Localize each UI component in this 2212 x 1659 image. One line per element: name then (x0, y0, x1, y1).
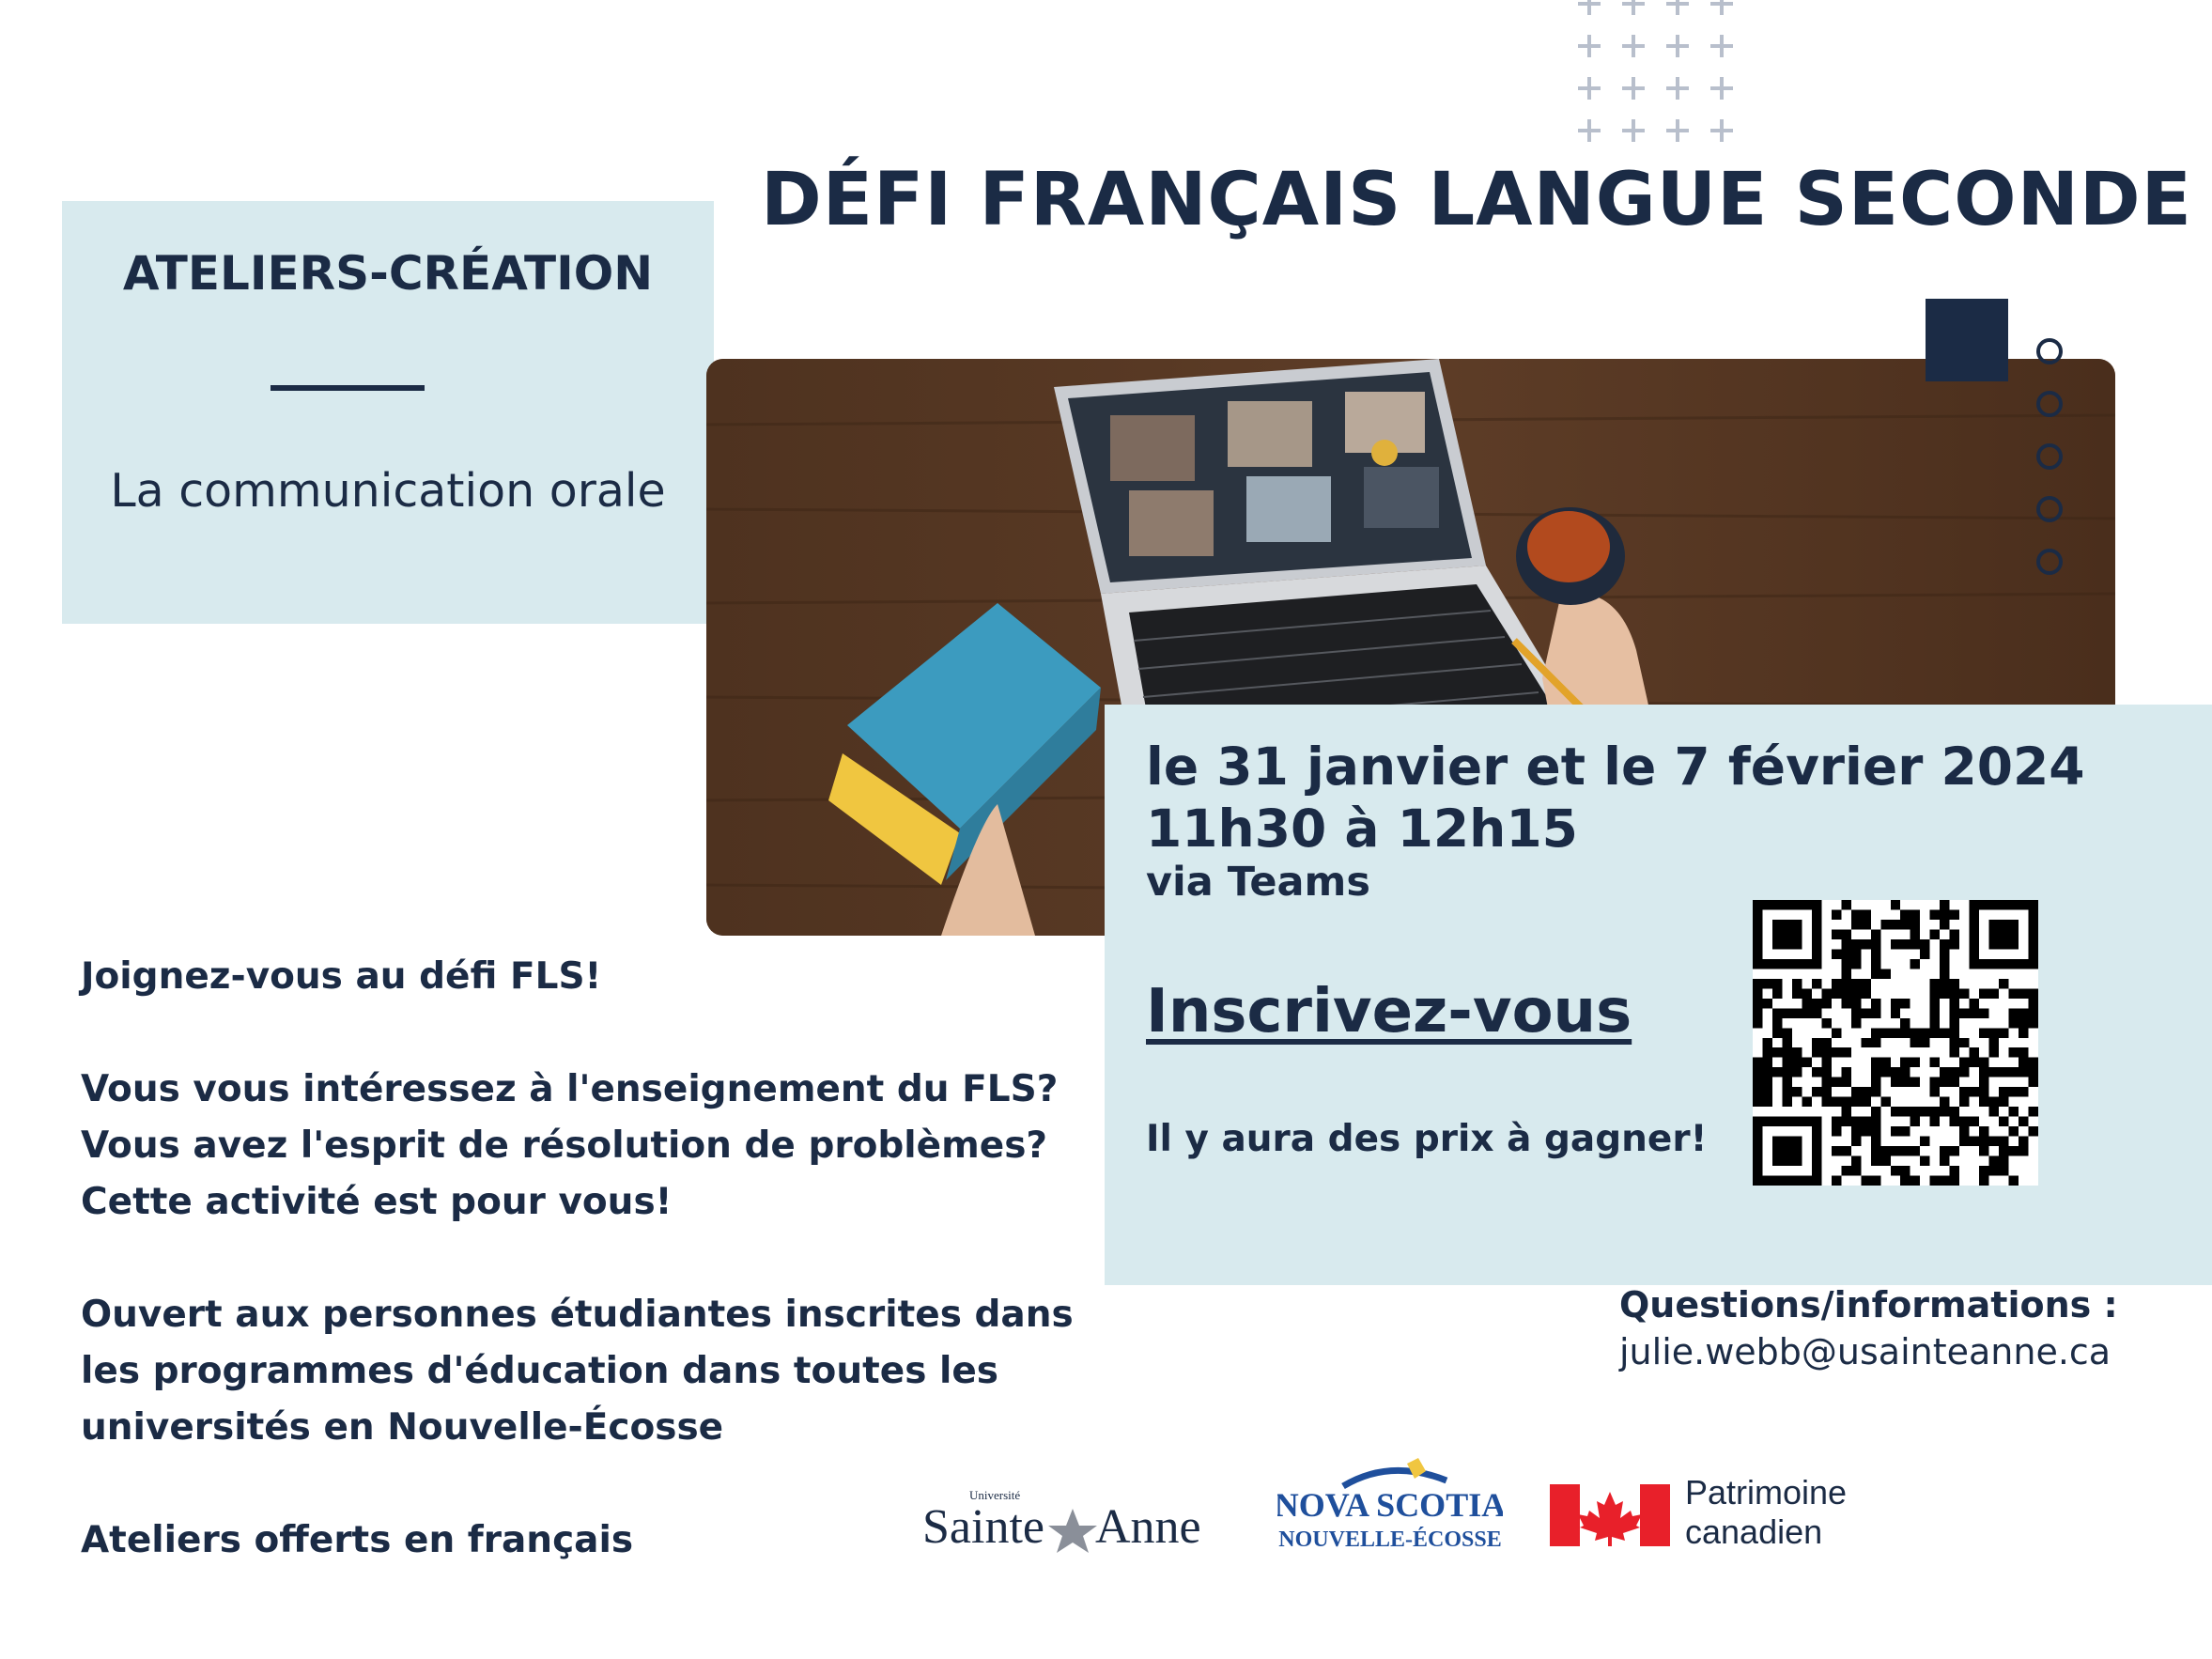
workshop-heading: ATELIERS-CRÉATION (122, 246, 654, 301)
plus-icon (1666, 119, 1689, 142)
logo-nouvelle-ecosse-text: NOUVELLE-ÉCOSSE (1278, 1527, 1502, 1552)
eligibility-text: universités en Nouvelle-Écosse (81, 1406, 724, 1449)
prizes-text: Il y aura des prix à gagner! (1146, 1118, 1708, 1160)
workshop-panel (62, 201, 714, 624)
plus-icon (1622, 119, 1645, 142)
event-time: 11h30 à 12h15 (1146, 798, 1578, 859)
page-title: DÉFI FRANÇAIS LANGUE SECONDE (761, 158, 2192, 242)
event-details-panel (1105, 705, 2212, 1285)
nova-scotia-logo (1277, 1458, 1503, 1563)
ring-icon (2036, 496, 2063, 522)
language-text: Ateliers offerts en français (81, 1519, 634, 1561)
swoosh-icon (1343, 1470, 1446, 1486)
plus-icon (1666, 77, 1689, 100)
question-text: Cette activité est pour vous! (81, 1181, 673, 1223)
plus-icon (1666, 35, 1689, 57)
qr-code-pattern (1753, 900, 2038, 1186)
ring-icon (2036, 391, 2063, 417)
plus-icon (1578, 77, 1601, 100)
ring-icon (2036, 338, 2063, 364)
workshop-subtitle: La communication orale (110, 464, 666, 518)
canada-wordmark-line: Patrimoine (1685, 1473, 1848, 1512)
circle-pattern-decoration (2036, 338, 2065, 582)
intro-text: Joignez-vous au défi FLS! (81, 955, 602, 998)
canada-wordmark (1685, 1473, 1847, 1552)
canada-flag-icon (1550, 1484, 1670, 1546)
plus-icon (1578, 119, 1601, 142)
plus-pattern-decoration (1578, 0, 1766, 152)
plus-icon (1710, 0, 1733, 15)
logo-word-sainte: Sainte (922, 1500, 1044, 1554)
event-dates: le 31 janvier et le 7 février 2024 (1146, 736, 2085, 797)
plus-icon (1622, 0, 1645, 15)
ring-icon (2036, 443, 2063, 470)
qr-code[interactable] (1753, 900, 2038, 1186)
event-platform: via Teams (1146, 859, 1370, 906)
star-icon (1048, 1509, 1097, 1553)
contact-email-link[interactable]: julie.webb@usainteanne.ca (1619, 1331, 2111, 1372)
logo-nova-scotia-text: NOVA SCOTIA (1277, 1486, 1503, 1524)
plus-icon (1666, 0, 1689, 15)
universite-sainte-anne-logo (920, 1481, 1212, 1556)
plus-icon (1578, 35, 1601, 57)
heading-divider (271, 385, 425, 391)
plus-icon (1622, 35, 1645, 57)
logo-small-text: Université (969, 1488, 1021, 1502)
plus-icon (1710, 35, 1733, 57)
canada-wordmark-line: canadien (1685, 1512, 1823, 1551)
plus-icon (1710, 77, 1733, 100)
eligibility-text: les programmes d'éducation dans toutes les (81, 1350, 999, 1392)
question-text: Vous avez l'esprit de résolution de problèmes? (81, 1124, 1048, 1167)
patrimoine-canadien-logo (1550, 1473, 1850, 1558)
plus-icon (1578, 0, 1601, 15)
description-block (81, 949, 1114, 1569)
contact-block (1619, 1281, 2202, 1375)
logo-word-anne: Anne (1095, 1500, 1201, 1554)
decorative-square (1926, 299, 2008, 381)
ring-icon (2036, 549, 2063, 575)
plus-icon (1622, 77, 1645, 100)
register-link[interactable]: Inscrivez-vous (1146, 977, 1632, 1047)
question-text: Vous vous intéressez à l'enseignement du FLS? (81, 1068, 1059, 1110)
contact-label: Questions/informations : (1619, 1284, 2118, 1326)
plus-icon (1710, 119, 1733, 142)
eligibility-text: Ouvert aux personnes étudiantes inscrites dans (81, 1294, 1074, 1336)
